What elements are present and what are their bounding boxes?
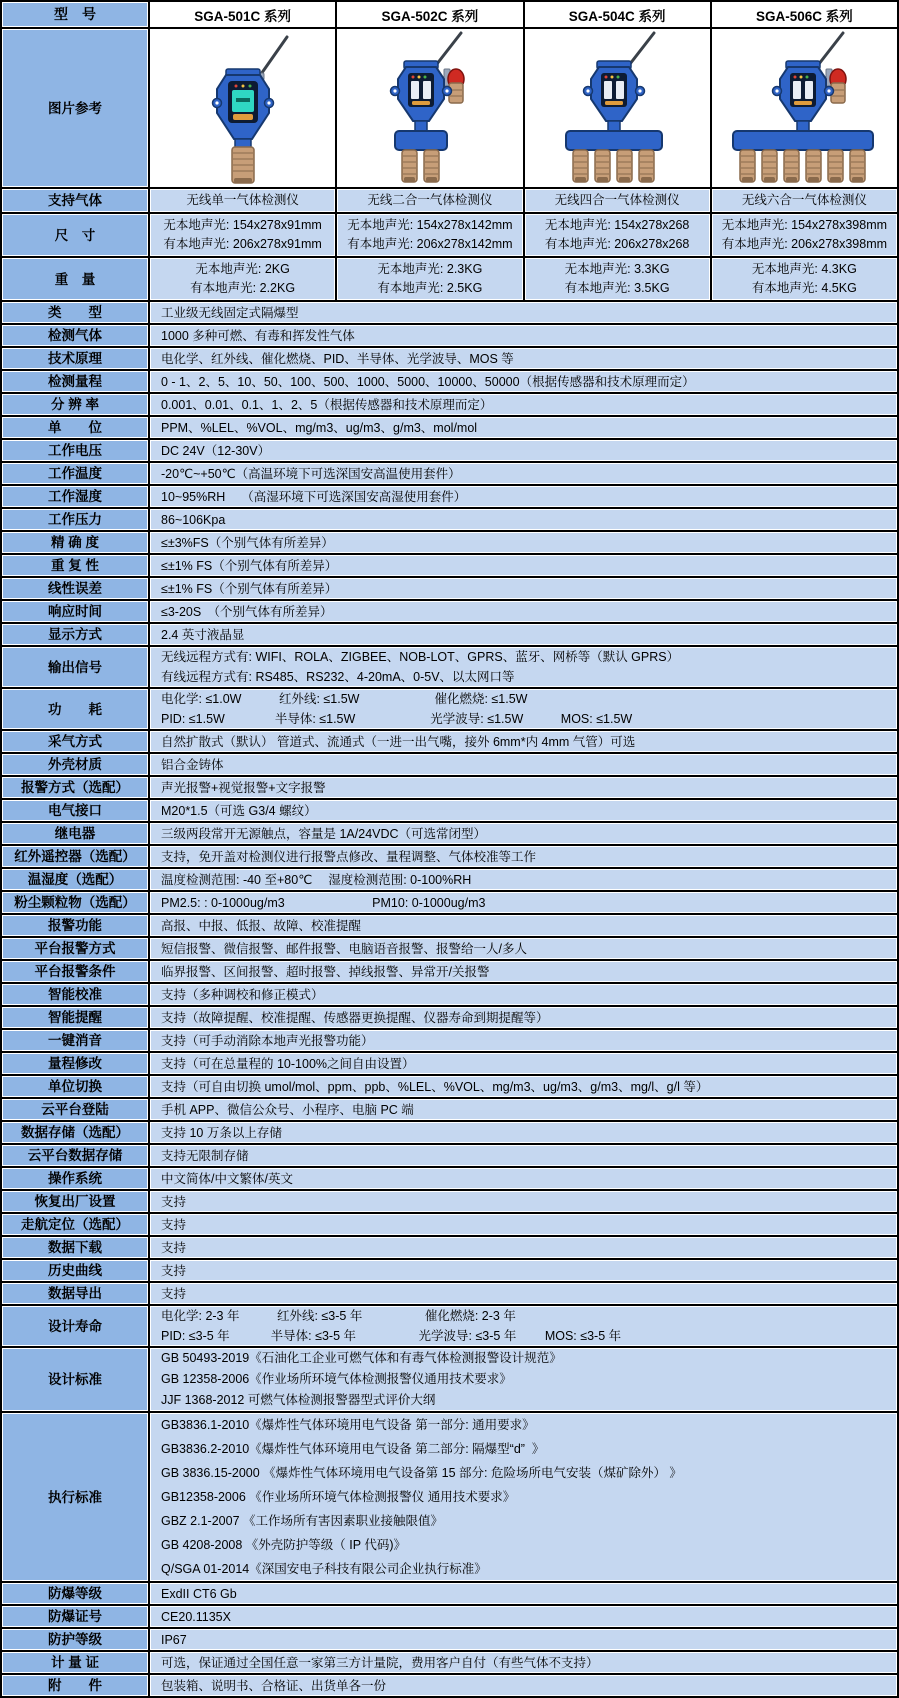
spec-value-cell bbox=[150, 1007, 897, 1028]
spec-line: GB3836.2-2010《爆炸性气体环境用电气设备 第二部分: 隔爆型“d” 》 bbox=[161, 1442, 545, 1456]
column-value-cell bbox=[712, 189, 897, 212]
model-columns bbox=[150, 2, 897, 27]
table-row bbox=[2, 1145, 897, 1168]
spec-line: PID: ≤3-5 年 半导体: ≤3-5 年 光学波导: ≤3-5 年 MOS: ≤3-5 年 bbox=[161, 1329, 622, 1343]
model-column-header: SGA-504C 系列 bbox=[525, 2, 712, 27]
row-label-cell: 温湿度（选配） bbox=[2, 869, 150, 890]
table-row bbox=[2, 394, 897, 417]
row-label-cell: 附 件 bbox=[2, 1675, 150, 1696]
row-label-cell: 输出信号 bbox=[2, 647, 150, 687]
spec-line: 高报、中报、低报、故障、校准提醒 bbox=[161, 918, 362, 933]
cell-line: 无线二合一气体检测仪 bbox=[367, 193, 493, 207]
spec-value-cell bbox=[150, 1053, 897, 1074]
table-row bbox=[2, 1583, 897, 1606]
spec-value-cell bbox=[150, 1099, 897, 1120]
row-label-cell: 量程修改 bbox=[2, 1053, 150, 1074]
row-label-cell: 报警功能 bbox=[2, 915, 150, 936]
spec-value-cell bbox=[150, 509, 897, 530]
spec-value-cell bbox=[150, 624, 897, 645]
table-row bbox=[2, 777, 897, 800]
spec-value-cell bbox=[150, 555, 897, 576]
sensor-manifold bbox=[395, 131, 447, 150]
column-value-cell bbox=[525, 258, 712, 300]
row-label-cell: 智能提醒 bbox=[2, 1007, 150, 1028]
row-label-cell: 外壳材质 bbox=[2, 754, 150, 775]
row-label-cell: 报警方式（选配） bbox=[2, 777, 150, 798]
spec-value-cell bbox=[150, 823, 897, 844]
table-row bbox=[2, 689, 897, 731]
cell-line: 无本地声光: 3.3KG bbox=[564, 262, 670, 276]
row-label-cell: 操作系统 bbox=[2, 1168, 150, 1189]
gas-detector-image-sga-506c bbox=[711, 29, 897, 187]
status-led bbox=[611, 76, 614, 79]
spec-value-cell bbox=[150, 1306, 897, 1346]
spec-line: 支持 bbox=[161, 1240, 187, 1255]
table-row bbox=[2, 1030, 897, 1053]
row-label-cell: 一键消音 bbox=[2, 1030, 150, 1051]
status-led bbox=[617, 76, 620, 79]
table-row bbox=[2, 555, 897, 578]
row-label-cell: 分 辨 率 bbox=[2, 394, 150, 415]
spec-value-cell bbox=[150, 371, 897, 392]
model-column-header: SGA-501C 系列 bbox=[150, 2, 337, 27]
spec-line: 有线远程方式有: RS485、RS232、4-20mA、0-5V、以太网口等 bbox=[161, 670, 515, 684]
product-image-cell bbox=[150, 29, 337, 187]
model-column-header: SGA-506C 系列 bbox=[712, 2, 897, 27]
table-row bbox=[2, 754, 897, 777]
gas-detector-image-sga-504c bbox=[524, 29, 710, 187]
row-label-cell: 检测量程 bbox=[2, 371, 150, 392]
row-label-cell: 计 量 证 bbox=[2, 1652, 150, 1673]
table-row bbox=[2, 302, 897, 325]
table-row bbox=[2, 1652, 897, 1675]
status-led bbox=[605, 76, 608, 79]
row-label-cell: 工作温度 bbox=[2, 463, 150, 484]
spec-line: 中文简体/中文繁体/英文 bbox=[161, 1171, 293, 1186]
column-value-cell bbox=[525, 214, 712, 256]
table-row bbox=[2, 509, 897, 532]
spec-value-cell bbox=[150, 731, 897, 752]
row-label-cell: 线性误差 bbox=[2, 578, 150, 599]
table-row bbox=[2, 869, 897, 892]
table-row bbox=[2, 463, 897, 486]
status-led bbox=[411, 76, 414, 79]
spec-value-cell bbox=[150, 1348, 897, 1411]
cell-line: 无线六合一气体检测仪 bbox=[741, 193, 867, 207]
status-led bbox=[806, 76, 809, 79]
row-label-cell: 智能校准 bbox=[2, 984, 150, 1005]
antenna-icon bbox=[259, 37, 287, 77]
table-row bbox=[2, 348, 897, 371]
spec-line: PM2.5: : 0-1000ug/m3 PM10: 0-1000ug/m3 bbox=[161, 895, 486, 910]
spec-line: PID: ≤1.5W 半导体: ≤1.5W 光学波导: ≤1.5W MOS: ≤1.5W bbox=[161, 712, 633, 726]
table-row bbox=[2, 1348, 897, 1413]
spec-line: 手机 APP、微信公众号、小程序、电脑 PC 端 bbox=[161, 1102, 414, 1117]
row-label-cell: 红外遥控器（选配） bbox=[2, 846, 150, 867]
row-label-cell: 单位切换 bbox=[2, 1076, 150, 1097]
readout-column bbox=[805, 81, 813, 99]
table-row bbox=[2, 325, 897, 348]
spec-line: 支持 bbox=[161, 1286, 187, 1301]
spec-value-cell bbox=[150, 892, 897, 913]
row-label-cell: 检测气体 bbox=[2, 325, 150, 346]
spec-value-cell bbox=[150, 348, 897, 369]
spec-line: Q/SGA 01-2014《深国安电子科技有限公司企业执行标准》 bbox=[161, 1562, 487, 1576]
spec-value-cell bbox=[150, 984, 897, 1005]
table-row bbox=[2, 800, 897, 823]
spec-value-cell bbox=[150, 1260, 897, 1281]
row-label-cell: 防爆等级 bbox=[2, 1583, 150, 1604]
spec-line: 电化学: ≤1.0W 红外线: ≤1.5W 催化燃烧: ≤1.5W bbox=[161, 692, 528, 706]
value-columns bbox=[150, 189, 897, 212]
spec-line: GB 3836.15-2000 《爆炸性气体环境用电气设备第 15 部分: 危险场所电气安装（煤矿除外） 》 bbox=[161, 1466, 682, 1480]
table-row bbox=[2, 1629, 897, 1652]
status-led bbox=[423, 76, 426, 79]
spec-value-cell bbox=[150, 1168, 897, 1189]
spec-value-cell bbox=[150, 1214, 897, 1235]
spec-value-cell bbox=[150, 417, 897, 438]
spec-line: 温度检测范围: -40 至+80℃ 湿度检测范围: 0-100%RH bbox=[161, 872, 472, 887]
spec-line: DC 24V（12-30V） bbox=[161, 443, 271, 458]
spec-value-cell bbox=[150, 647, 897, 687]
row-label-cell: 平台报警条件 bbox=[2, 961, 150, 982]
table-row bbox=[2, 1675, 897, 1696]
table-row bbox=[2, 938, 897, 961]
table-row bbox=[2, 961, 897, 984]
spec-line: GB12358-2006 《作业场所环境气体检测报警仪 通用技术要求》 bbox=[161, 1490, 516, 1504]
spec-line: -20℃~+50℃（高温环境下可选深国安高温使用套件） bbox=[161, 466, 461, 481]
column-value-cell bbox=[712, 258, 897, 300]
spec-value-cell bbox=[150, 1413, 897, 1581]
row-label-cell: 云平台登陆 bbox=[2, 1099, 150, 1120]
spec-line: JJF 1368-2012 可燃气体检测报警器型式评价大纲 bbox=[161, 1393, 436, 1407]
status-led bbox=[417, 76, 420, 79]
spec-value-cell bbox=[150, 394, 897, 415]
spec-line: ≤±3%FS（个别气体有所差异） bbox=[161, 535, 334, 550]
spec-value-cell bbox=[150, 1191, 897, 1212]
cell-line: 有本地声光: 206x278x91mm bbox=[163, 237, 322, 251]
spec-line: IP67 bbox=[161, 1632, 187, 1647]
spec-line: 铝合金铸体 bbox=[161, 757, 224, 772]
row-label-cell: 显示方式 bbox=[2, 624, 150, 645]
spec-line: PPM、%LEL、%VOL、mg/m3、ug/m3、g/m3、mol/mol bbox=[161, 420, 478, 435]
table-row bbox=[2, 214, 897, 258]
button-strip bbox=[412, 101, 430, 105]
spec-line: GB 4208-2008 《外壳防护等级（ IP 代码)》 bbox=[161, 1538, 406, 1552]
spec-line: 支持 bbox=[161, 1263, 187, 1278]
table-row bbox=[2, 1099, 897, 1122]
model-column-header: SGA-502C 系列 bbox=[337, 2, 524, 27]
table-row bbox=[2, 1191, 897, 1214]
spec-line: GB 12358-2006《作业场所环境气体检测报警仪通用技术要求》 bbox=[161, 1372, 512, 1386]
table-row bbox=[2, 892, 897, 915]
table-row bbox=[2, 846, 897, 869]
readout-column bbox=[616, 81, 624, 99]
table-row bbox=[2, 984, 897, 1007]
sensor-manifold bbox=[566, 131, 662, 150]
spec-value-cell bbox=[150, 800, 897, 821]
spec-line: 86~106Kpa bbox=[161, 512, 226, 527]
row-label-cell: 粉尘颗粒物（选配） bbox=[2, 892, 150, 913]
row-label-cell: 执行标准 bbox=[2, 1413, 150, 1581]
image-columns bbox=[150, 29, 897, 187]
column-value-cell bbox=[150, 189, 337, 212]
spec-line: ExdII CT6 Gb bbox=[161, 1586, 237, 1601]
cell-line: 无本地声光: 154x278x268 bbox=[544, 218, 690, 232]
spec-line: 支持（可手动消除本地声光报警功能） bbox=[161, 1033, 374, 1048]
table-row bbox=[2, 624, 897, 647]
spec-value-cell bbox=[150, 325, 897, 346]
cell-line: 无本地声光: 154x278x142mm bbox=[347, 218, 513, 232]
status-led bbox=[248, 85, 251, 88]
spec-value-cell bbox=[150, 869, 897, 890]
table-row bbox=[2, 578, 897, 601]
row-label-cell: 设计寿命 bbox=[2, 1306, 150, 1346]
table-row bbox=[2, 371, 897, 394]
row-label-cell: 防爆证号 bbox=[2, 1606, 150, 1627]
cell-line: 无线单一气体检测仪 bbox=[186, 193, 299, 207]
column-value-cell bbox=[337, 258, 524, 300]
table-row bbox=[2, 601, 897, 624]
row-label-cell: 防护等级 bbox=[2, 1629, 150, 1650]
table-row bbox=[2, 1283, 897, 1306]
status-led bbox=[800, 76, 803, 79]
column-value-cell bbox=[525, 189, 712, 212]
spec-line: 短信报警、微信报警、邮件报警、电脑语音报警、报警给一人/多人 bbox=[161, 941, 527, 956]
row-label-cell: 工作电压 bbox=[2, 440, 150, 461]
spec-value-cell bbox=[150, 1283, 897, 1304]
row-label-cell: 尺 寸 bbox=[2, 214, 150, 256]
spec-line: 电化学、红外线、催化燃烧、PID、半导体、光学波导、MOS 等 bbox=[161, 351, 514, 366]
button-strip bbox=[233, 114, 253, 120]
spec-line: ≤±1% FS（个别气体有所差异） bbox=[161, 558, 338, 573]
column-value-cell bbox=[150, 214, 337, 256]
row-label-cell: 重 复 性 bbox=[2, 555, 150, 576]
cell-line: 无本地声光: 2.3KG bbox=[377, 262, 483, 276]
table-row bbox=[2, 647, 897, 689]
spec-value-cell bbox=[150, 777, 897, 798]
spec-line: 支持 bbox=[161, 1217, 187, 1232]
button-strip bbox=[605, 101, 623, 105]
sensor-manifold bbox=[733, 131, 873, 150]
spec-value-cell bbox=[150, 689, 897, 729]
spec-line: 2.4 英寸液晶显 bbox=[161, 627, 245, 642]
table-row bbox=[2, 731, 897, 754]
column-value-cell bbox=[337, 189, 524, 212]
spec-line: 可选，保证通过全国任意一家第三方计量院，费用客户自付（有些气体不支持） bbox=[161, 1655, 599, 1670]
table-row bbox=[2, 1053, 897, 1076]
spec-line: 包装箱、说明书、合格证、出货单各一份 bbox=[161, 1678, 387, 1693]
spec-line: 电化学: 2-3 年 红外线: ≤3-5 年 催化燃烧: 2-3 年 bbox=[161, 1309, 516, 1323]
spec-line: 支持无限制存储 bbox=[161, 1148, 249, 1163]
spec-line: 支持 10 万条以上存储 bbox=[161, 1125, 282, 1140]
spec-line: 0.001、0.01、0.1、1、2、5（根据传感器和技术原理而定） bbox=[161, 397, 493, 412]
spec-line: 1000 多种可燃、有毒和挥发性气体 bbox=[161, 328, 355, 343]
row-label-images: 图片参考 bbox=[2, 29, 150, 187]
spec-line: 三级两段常开无源触点，容量是 1A/24VDC（可选常闭型） bbox=[161, 826, 487, 841]
gas-detector-image-sga-502c bbox=[337, 29, 523, 187]
table-row bbox=[2, 915, 897, 938]
row-label-cell: 走航定位（选配） bbox=[2, 1214, 150, 1235]
model-row bbox=[2, 2, 897, 29]
row-label-cell: 数据存储（选配） bbox=[2, 1122, 150, 1143]
spec-value-cell bbox=[150, 846, 897, 867]
spec-value-cell bbox=[150, 915, 897, 936]
spec-line: 支持，免开盖对检测仪进行报警点修改、量程调整、气体校准等工作 bbox=[161, 849, 537, 864]
spec-value-cell bbox=[150, 961, 897, 982]
spec-value-cell bbox=[150, 1675, 897, 1696]
table-row bbox=[2, 189, 897, 214]
spec-value-cell bbox=[150, 463, 897, 484]
spec-line: 无线远程方式有: WIFI、ROLA、ZIGBEE、NOB-LOT、GPRS、蓝牙、网桥等（默认 GPRS） bbox=[161, 650, 680, 664]
row-label-cell: 响应时间 bbox=[2, 601, 150, 622]
table-row bbox=[2, 1260, 897, 1283]
table-row bbox=[2, 1413, 897, 1583]
status-led bbox=[234, 85, 237, 88]
row-label-cell: 平台报警方式 bbox=[2, 938, 150, 959]
spec-line: 10~95%RH （高湿环境下可选深国安高湿使用套件） bbox=[161, 489, 467, 504]
cell-line: 无本地声光: 154x278x398mm bbox=[721, 218, 888, 232]
column-value-cell bbox=[150, 258, 337, 300]
spec-value-cell bbox=[150, 754, 897, 775]
spec-line: 临界报警、区间报警、超时报警、掉线报警、异常开/关报警 bbox=[161, 964, 490, 979]
spec-value-cell bbox=[150, 1030, 897, 1051]
spec-line: ≤±1% FS（个别气体有所差异） bbox=[161, 581, 338, 596]
cell-line: 无本地声光: 4.3KG bbox=[751, 262, 857, 276]
lcd-reading bbox=[236, 98, 250, 102]
row-label-cell: 功 耗 bbox=[2, 689, 150, 729]
status-led bbox=[794, 76, 797, 79]
table-row bbox=[2, 1606, 897, 1629]
table-row bbox=[2, 1306, 897, 1348]
table-row bbox=[2, 1007, 897, 1030]
table-row bbox=[2, 1168, 897, 1191]
column-value-cell bbox=[337, 214, 524, 256]
status-led bbox=[241, 85, 244, 88]
table-row bbox=[2, 1237, 897, 1260]
row-label-cell: 工作压力 bbox=[2, 509, 150, 530]
row-label-cell: 工作湿度 bbox=[2, 486, 150, 507]
spec-line: GB3836.1-2010《爆炸性气体环境用电气设备 第一部分: 通用要求》 bbox=[161, 1418, 535, 1432]
spec-line: 支持（可自由切换 umol/mol、ppm、ppb、%LEL、%VOL、mg/m3、ug/m3、g/m3、mg/l、g/l 等） bbox=[161, 1079, 709, 1094]
row-label-cell: 支持气体 bbox=[2, 189, 150, 212]
spec-value-cell bbox=[150, 1076, 897, 1097]
spec-value-cell bbox=[150, 532, 897, 553]
row-label-cell: 重 量 bbox=[2, 258, 150, 300]
button-strip bbox=[794, 101, 812, 105]
spec-line: 0 - 1、2、5、10、50、100、500、1000、5000、10000、50000（根据传感器和技术原理而定） bbox=[161, 374, 695, 389]
table-row bbox=[2, 258, 897, 302]
cell-line: 有本地声光: 4.5KG bbox=[751, 281, 857, 295]
row-label-cell: 恢复出厂设置 bbox=[2, 1191, 150, 1212]
cell-line: 无本地声光: 2KG bbox=[195, 262, 290, 276]
spec-value-cell bbox=[150, 1652, 897, 1673]
spec-line: CE20.1135X bbox=[161, 1609, 231, 1624]
cell-line: 有本地声光: 2.5KG bbox=[377, 281, 483, 295]
table-row bbox=[2, 1122, 897, 1145]
value-columns bbox=[150, 258, 897, 300]
cell-line: 有本地声光: 2.2KG bbox=[190, 281, 296, 295]
cell-line: 有本地声光: 206x278x142mm bbox=[347, 237, 513, 251]
row-label-model: 型 号 bbox=[2, 2, 150, 27]
product-image-cell bbox=[712, 29, 897, 187]
spec-value-cell bbox=[150, 486, 897, 507]
row-label-cell: 数据下载 bbox=[2, 1237, 150, 1258]
spec-value-cell bbox=[150, 440, 897, 461]
table-row bbox=[2, 1214, 897, 1237]
table-row bbox=[2, 440, 897, 463]
row-label-cell: 精 确 度 bbox=[2, 532, 150, 553]
table-row bbox=[2, 417, 897, 440]
spec-line: 声光报警+视觉报警+文字报警 bbox=[161, 780, 326, 795]
spec-line: 工业级无线固定式隔爆型 bbox=[161, 305, 299, 320]
row-label-cell: 继电器 bbox=[2, 823, 150, 844]
spec-line: 支持（可在总量程的 10-100%之间自由设置） bbox=[161, 1056, 415, 1071]
product-image-cell bbox=[525, 29, 712, 187]
spec-line: GB 50493-2019《石油化工企业可燃气体和有毒气体检测报警设计规范》 bbox=[161, 1351, 562, 1365]
spec-line: 支持（多种调校和修正模式） bbox=[161, 987, 324, 1002]
readout-column bbox=[604, 81, 612, 99]
product-image-cell bbox=[337, 29, 524, 187]
spec-value-cell bbox=[150, 302, 897, 323]
cell-line: 有本地声光: 206x278x398mm bbox=[721, 237, 888, 251]
row-label-cell: 类 型 bbox=[2, 302, 150, 323]
row-label-cell: 云平台数据存储 bbox=[2, 1145, 150, 1166]
readout-column bbox=[423, 81, 431, 99]
readout-column bbox=[411, 81, 419, 99]
spec-value-cell bbox=[150, 1583, 897, 1604]
cell-line: 无本地声光: 154x278x91mm bbox=[163, 218, 322, 232]
row-label-cell: 技术原理 bbox=[2, 348, 150, 369]
table-row bbox=[2, 1076, 897, 1099]
spec-value-cell bbox=[150, 1145, 897, 1166]
table-row bbox=[2, 823, 897, 846]
spec-value-cell bbox=[150, 1606, 897, 1627]
value-columns bbox=[150, 214, 897, 256]
column-value-cell bbox=[712, 214, 897, 256]
spec-value-cell bbox=[150, 1122, 897, 1143]
row-label-cell: 单 位 bbox=[2, 417, 150, 438]
spec-value-cell bbox=[150, 1629, 897, 1650]
spec-line: ≤3-20S （个别气体有所差异） bbox=[161, 604, 333, 619]
readout-column bbox=[793, 81, 801, 99]
spec-value-cell bbox=[150, 1237, 897, 1258]
spec-value-cell bbox=[150, 601, 897, 622]
table-row bbox=[2, 486, 897, 509]
spec-line: 支持（故障提醒、校准提醒、传感器更换提醒、仪器寿命到期提醒等） bbox=[161, 1010, 549, 1025]
cell-line: 有本地声光: 3.5KG bbox=[564, 281, 670, 295]
row-label-cell: 采气方式 bbox=[2, 731, 150, 752]
spec-line: GBZ 2.1-2007 《工作场所有害因素职业接触限值》 bbox=[161, 1514, 443, 1528]
row-label-cell: 数据导出 bbox=[2, 1283, 150, 1304]
spec-line: 支持 bbox=[161, 1194, 187, 1209]
spec-value-cell bbox=[150, 578, 897, 599]
row-label-cell: 设计标准 bbox=[2, 1348, 150, 1411]
row-label-cell: 历史曲线 bbox=[2, 1260, 150, 1281]
cell-line: 有本地声光: 206x278x268 bbox=[544, 237, 690, 251]
spec-line: M20*1.5（可选 G3/4 螺纹） bbox=[161, 803, 317, 818]
spec-value-cell bbox=[150, 938, 897, 959]
gas-detector-image-sga-501c bbox=[150, 29, 336, 187]
spec-line: 自然扩散式（默认） 管道式、流通式（一进一出气嘴，接外 6mm*内 4mm 气管）可选 bbox=[161, 734, 636, 749]
image-row bbox=[2, 29, 897, 189]
row-label-cell: 电气接口 bbox=[2, 800, 150, 821]
cell-line: 无线四合一气体检测仪 bbox=[554, 193, 680, 207]
table-row bbox=[2, 532, 897, 555]
